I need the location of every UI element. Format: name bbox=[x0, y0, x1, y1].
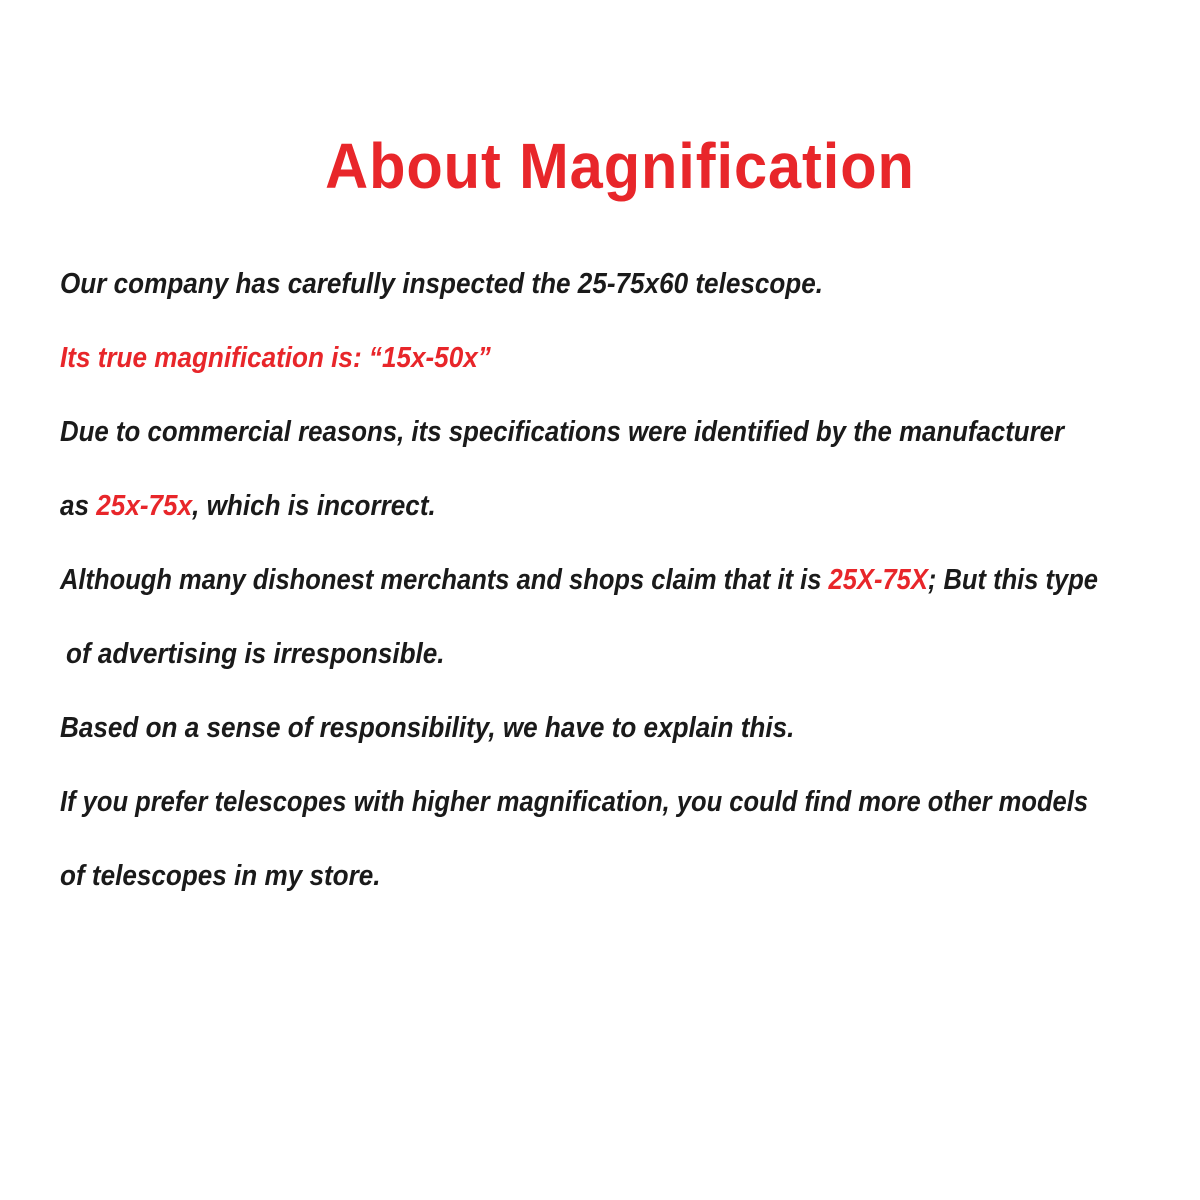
text-segment: , which is incorrect. bbox=[192, 490, 436, 522]
highlight-claim: 25X-75X bbox=[828, 564, 928, 596]
highlight-spec: 25x-75x bbox=[96, 490, 193, 522]
paragraph-store: of telescopes in my store. bbox=[60, 860, 381, 892]
paragraph-higher-magnification: If you prefer telescopes with higher magnification, you could find more other models bbox=[60, 786, 1089, 818]
text-segment: as bbox=[60, 490, 97, 522]
paragraph-commercial-reasons: Due to commercial reasons, its specifications were identified by the manufacturer bbox=[60, 416, 1065, 448]
text-segment: ; But this type bbox=[927, 564, 1099, 596]
paragraph-dishonest-merchants bbox=[60, 562, 1098, 598]
text-segment: Although many dishonest merchants and shops claim that it is bbox=[60, 564, 829, 596]
paragraph-true-magnification: Its true magnification is: “15x-50x” bbox=[60, 342, 491, 374]
paragraph-irresponsible: of advertising is irresponsible. bbox=[66, 638, 445, 670]
paragraph-incorrect-spec bbox=[60, 488, 436, 524]
paragraph-responsibility: Based on a sense of responsibility, we have to explain this. bbox=[60, 712, 795, 744]
page-title: About Magnification bbox=[325, 130, 915, 202]
paragraph-inspection: Our company has carefully inspected the 25-75x60 telescope. bbox=[60, 268, 824, 300]
